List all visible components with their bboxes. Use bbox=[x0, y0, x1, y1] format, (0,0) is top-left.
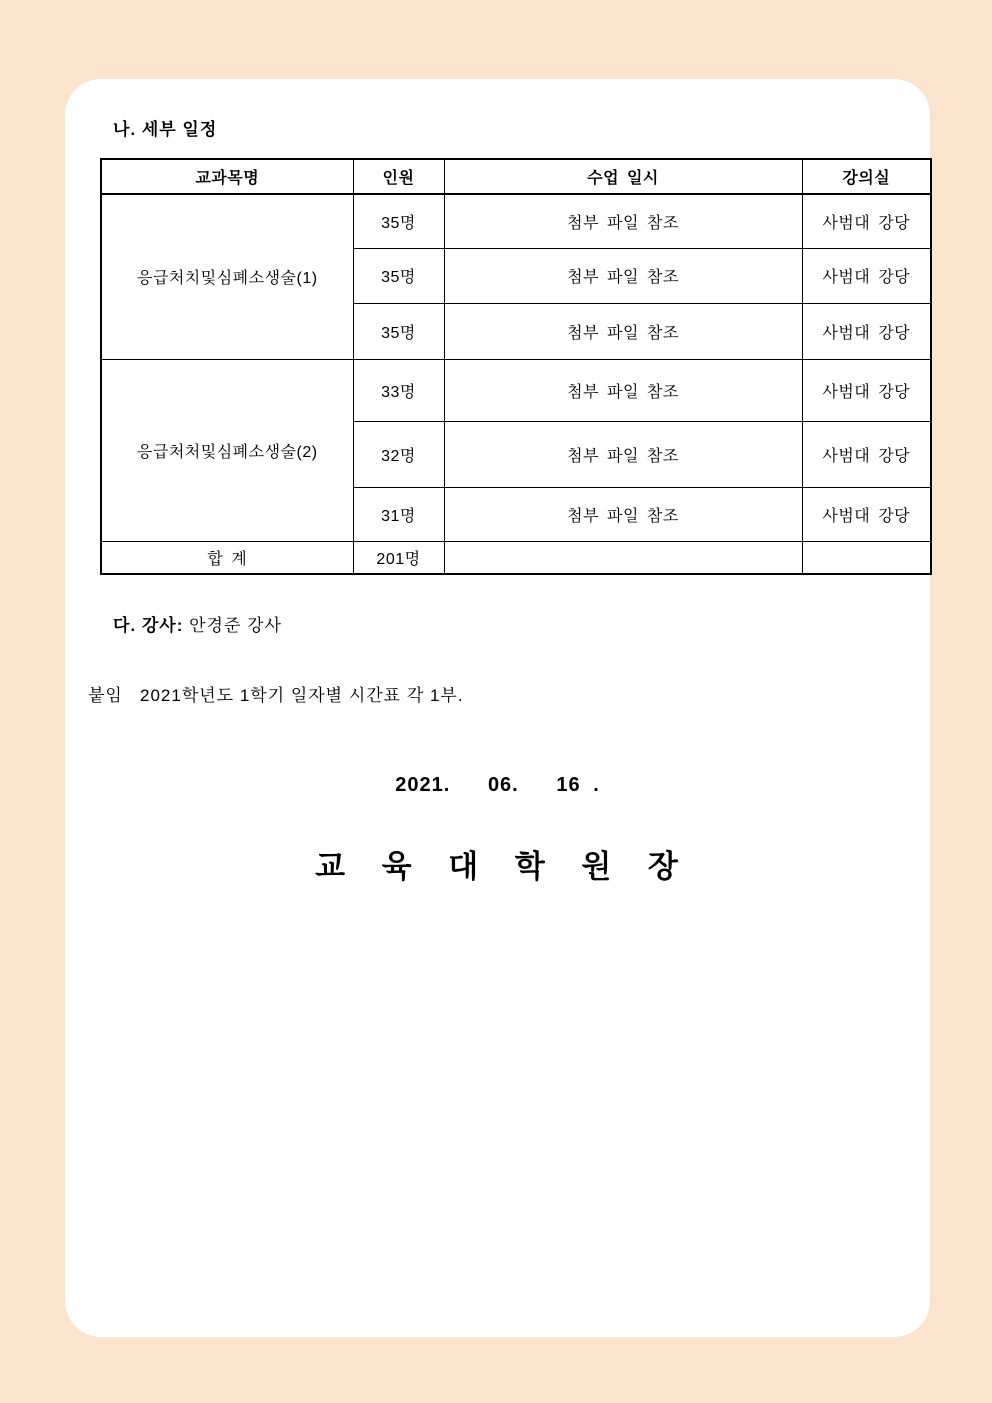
document-page bbox=[65, 79, 930, 1337]
header-course: 교과목명 bbox=[101, 159, 353, 194]
schedule-cell: 첨부 파일 참조 bbox=[444, 194, 802, 248]
schedule-cell: 첨부 파일 참조 bbox=[444, 303, 802, 359]
attachment-line: 붙임 2021학년도 1학기 일자별 시간표 각 1부. bbox=[88, 686, 464, 705]
table-header-row bbox=[101, 159, 931, 194]
instructor-value: 안경준 강사 bbox=[189, 616, 282, 635]
instructor-label: 다. 강사: bbox=[113, 616, 184, 635]
count-cell: 33명 bbox=[353, 359, 444, 421]
course-name-cell: 응급처처및심폐소생술(2) bbox=[101, 359, 353, 541]
count-cell: 35명 bbox=[353, 303, 444, 359]
schedule-cell: 첨부 파일 참조 bbox=[444, 421, 802, 487]
section-heading: 나. 세부 일정 bbox=[113, 120, 218, 139]
room-cell: 사범대 강당 bbox=[802, 421, 931, 487]
room-cell: 사범대 강당 bbox=[802, 194, 931, 248]
room-cell: 사범대 강당 bbox=[802, 359, 931, 421]
table-row bbox=[101, 359, 931, 421]
count-cell: 35명 bbox=[353, 248, 444, 303]
total-label-cell: 합 계 bbox=[101, 541, 353, 574]
header-schedule: 수업 일시 bbox=[444, 159, 802, 194]
schedule-cell: 첨부 파일 참조 bbox=[444, 359, 802, 421]
room-cell: 사범대 강당 bbox=[802, 248, 931, 303]
header-count: 인원 bbox=[353, 159, 444, 194]
date-line: 2021. 06. 16 . bbox=[395, 774, 600, 796]
count-cell: 35명 bbox=[353, 194, 444, 248]
table-row bbox=[101, 194, 931, 248]
total-room-cell bbox=[802, 541, 931, 574]
count-cell: 32명 bbox=[353, 421, 444, 487]
course-name-cell: 응급처치및심폐소생술(1) bbox=[101, 194, 353, 359]
room-cell: 사범대 강당 bbox=[802, 303, 931, 359]
room-cell: 사범대 강당 bbox=[802, 487, 931, 541]
total-count-cell: 201명 bbox=[353, 541, 444, 574]
count-cell: 31명 bbox=[353, 487, 444, 541]
schedule-cell: 첨부 파일 참조 bbox=[444, 487, 802, 541]
header-room: 강의실 bbox=[802, 159, 931, 194]
schedule-cell: 첨부 파일 참조 bbox=[444, 248, 802, 303]
table-total-row bbox=[101, 541, 931, 574]
instructor-line bbox=[113, 611, 930, 636]
signature-title: 교 육 대 학 원 장 bbox=[315, 849, 680, 884]
schedule-table bbox=[100, 158, 932, 575]
total-schedule-cell bbox=[444, 541, 802, 574]
